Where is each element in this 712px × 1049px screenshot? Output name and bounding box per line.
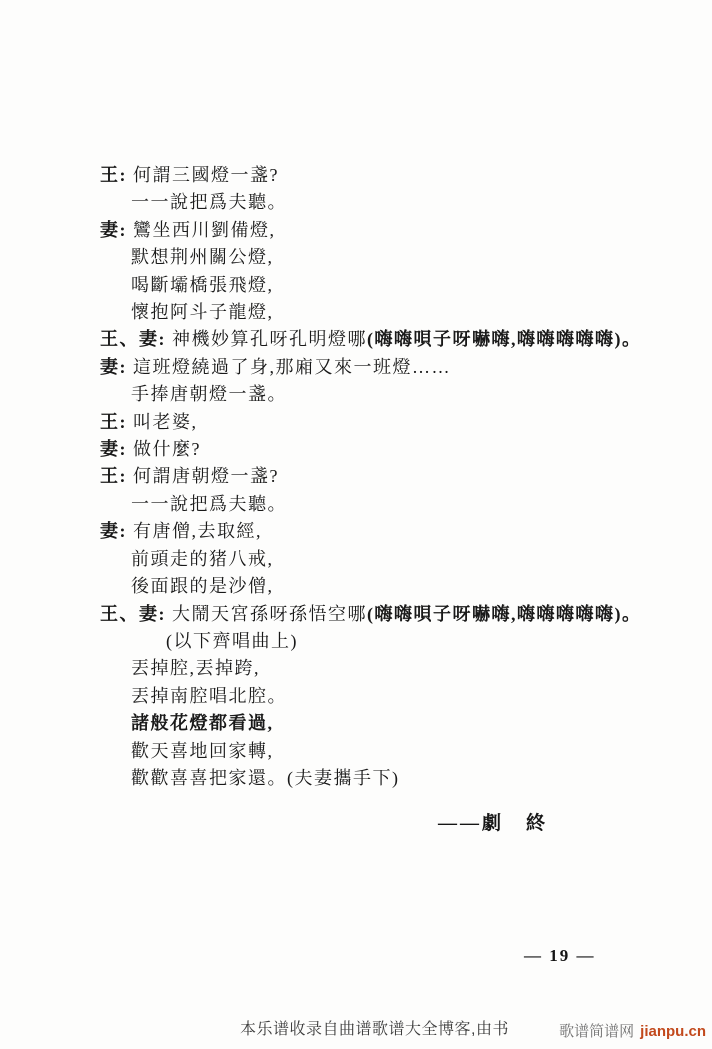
footer-site-name: 歌谱简谱网 bbox=[559, 1023, 635, 1040]
speaker-label: 王: bbox=[100, 466, 127, 487]
speaker-label: 妻: bbox=[100, 356, 127, 377]
line-text: 一一說把爲夫聽。 bbox=[131, 493, 287, 514]
script-line bbox=[100, 518, 680, 545]
line-text: (以下齊唱曲上) bbox=[166, 630, 298, 651]
line-text: 丟掉南腔唱北腔。 bbox=[131, 685, 287, 706]
script-line bbox=[100, 272, 680, 299]
speaker-label: 王、妻: bbox=[100, 603, 166, 624]
line-text: 做什麼? bbox=[133, 439, 201, 460]
line-text: 有唐僧,去取經, bbox=[133, 521, 262, 542]
script-line bbox=[100, 491, 680, 518]
speaker-label: 妻: bbox=[100, 521, 127, 542]
script-line bbox=[100, 573, 680, 600]
interjection-text: (嗨嗨唄子呀嚇嗨,嗨嗨嗨嗨嗨)。 bbox=[367, 329, 642, 350]
line-text: 歡天喜地回家轉, bbox=[131, 740, 274, 761]
dialogue-block bbox=[100, 162, 680, 792]
script-line bbox=[100, 381, 680, 408]
line-text: 後面跟的是沙僧, bbox=[131, 576, 274, 597]
line-text: 一一說把爲夫聽。 bbox=[131, 192, 287, 213]
script-line bbox=[100, 299, 680, 326]
line-text: 何謂三國燈一盞? bbox=[133, 165, 279, 185]
script-line bbox=[100, 354, 680, 381]
script-line bbox=[100, 765, 680, 792]
script-line bbox=[100, 655, 680, 682]
script-line bbox=[100, 683, 680, 710]
play-end-mark: ——劇 終 bbox=[438, 813, 549, 834]
speaker-label: 王: bbox=[100, 411, 127, 432]
script-line bbox=[100, 326, 680, 353]
line-text: 大鬧天宮孫呀孫悟空哪 bbox=[172, 603, 367, 624]
footer-attribution-text: 本乐谱收录自曲谱歌谱大全博客,由书 bbox=[240, 1021, 509, 1038]
speaker-label: 王、妻: bbox=[100, 329, 166, 350]
line-text: 前頭走的猪八戒, bbox=[131, 548, 274, 569]
script-line bbox=[100, 162, 680, 189]
speaker-label: 妻: bbox=[100, 439, 127, 460]
script-line bbox=[100, 546, 680, 573]
line-text: 歡歡喜喜把家還。(夫妻攜手下) bbox=[131, 767, 400, 788]
speaker-label: 王: bbox=[100, 165, 127, 185]
line-text: 丟掉腔,丟掉跨, bbox=[131, 658, 260, 679]
line-text: 懷抱阿斗子龍燈, bbox=[131, 302, 274, 323]
line-text: 神機妙算孔呀孔明燈哪 bbox=[172, 329, 367, 350]
script-line bbox=[100, 738, 680, 765]
line-text: 諸般花燈都看過, bbox=[131, 713, 274, 734]
speaker-label: 妻: bbox=[100, 219, 127, 240]
script-line bbox=[100, 436, 680, 463]
script-line bbox=[100, 628, 680, 655]
line-text: 手捧唐朝燈一盞。 bbox=[131, 384, 287, 405]
script-line bbox=[100, 409, 680, 436]
line-text: 何謂唐朝燈一盞? bbox=[133, 466, 279, 487]
interjection-text: (嗨嗨唄子呀嚇嗨,嗨嗨嗨嗨嗨)。 bbox=[367, 603, 642, 624]
line-text: 喝斷壩橋張飛燈, bbox=[131, 274, 274, 295]
script-line bbox=[100, 244, 680, 271]
script-line bbox=[100, 189, 680, 216]
script-line bbox=[100, 463, 680, 490]
page-number: — 19 — bbox=[524, 946, 596, 965]
script-line bbox=[100, 217, 680, 244]
line-text: 這班燈繞過了身,那廂又來一班燈…… bbox=[133, 356, 451, 377]
script-line bbox=[100, 601, 680, 628]
line-text: 默想荆州關公燈, bbox=[131, 247, 274, 268]
line-text: 鸞坐西川劉備燈, bbox=[133, 219, 276, 240]
line-text: 叫老婆, bbox=[133, 411, 198, 432]
script-line bbox=[100, 710, 680, 737]
footer-site-url: jianpu.cn bbox=[640, 1023, 706, 1040]
footer bbox=[0, 1012, 712, 1049]
footer-site-watermark bbox=[559, 1020, 706, 1041]
